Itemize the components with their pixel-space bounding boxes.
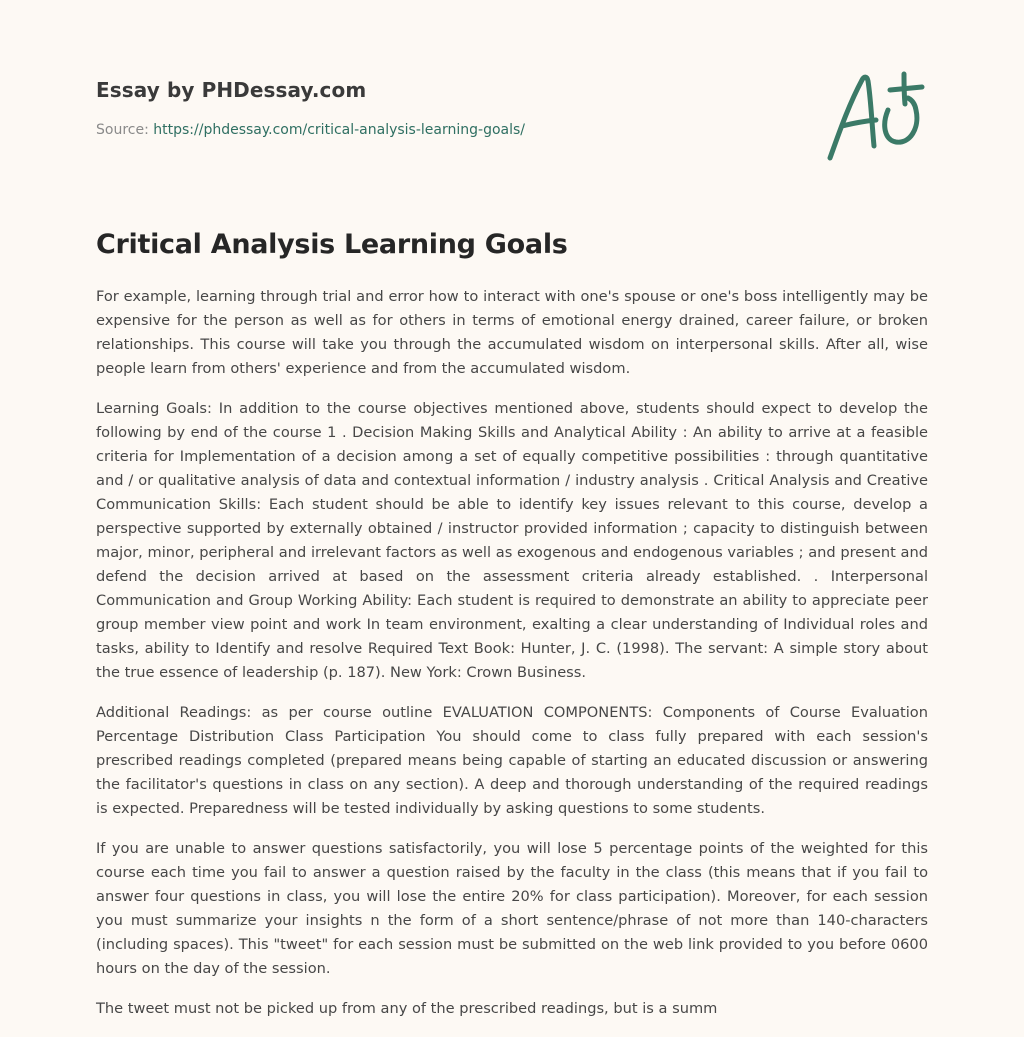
a-plus-logo-icon [818,66,930,166]
paragraph: For example, learning through trial and error how to interact with one's spouse or one's boss intelligently may be expensive for the person as well as for others in terms of emotional energy drained, career failure, or broken relationships. This course will take you through the accumulated wisdom on interpersonal skills. After all, wise people learn from others' experience and from the accumulated wisdom. [96,288,928,377]
paragraph: If you are unable to answer questions satisfactorily, you will lose 5 percentage points of the weighted for this course each time you fail to answer a question raised by the faculty in the class (this means that if you fail to answer four questions in class, you will lose the entire 20% for class participation). Moreover, for each session you must summarize your insights n the form of a short sentence/phrase of not more than 140-characters (including spaces). This "tweet" for each session must be submitted on the web link provided to you before 0600 hours on the day of the session. [96,840,928,977]
essay-body [96,285,928,1037]
source-label: Source: [96,122,149,138]
paragraph: Learning Goals: In addition to the course objectives mentioned above, students should expect to develop the following by end of the course 1 . Decision Making Skills and Analytical Ability : An ability to arrive at a feasible criteria for Implementation of a decision among a set of equally competitive possibilities : through quantitative and / or qualitative analysis of data and contextual information / industry analysis . Critical Analysis and Creative Communication Skills: Each student should be able to identify key issues relevant to this course, develop a perspective supported by externally obtained / instructor provided information ; capacity to distinguish between major, minor, peripheral and irrelevant factors as well as exogenous and endogenous variables ; and present and defend the decision arrived at based on the assessment criteria already established. . Interpersonal Communication and Group Working Ability: Each student is required to demonstrate an ability to appreciate peer group member view point and work In team environment, exalting a clear understanding of Individual roles and tasks, ability to Identify and resolve Required Text Book: Hunter, J. C. (1998). The servant: A simple story about the true essence of leadership (p. 187). New York: Crown Business. [96,400,928,681]
source-link[interactable]: https://phdessay.com/critical-analysis-learning-goals/ [153,122,526,138]
source-line [96,120,696,140]
paragraph: Additional Readings: as per course outline EVALUATION COMPONENTS: Components of Course Evaluation Percentage Distribution Class Participation You should come to class fully prepared with each session's prescribed readings completed (prepared means being capable of starting an educated discussion or answering the facilitator's questions in class on any section). A deep and thorough understanding of the required readings is expected. Preparedness will be tested individually by asking questions to some students. [96,704,928,817]
essay-title: Critical Analysis Learning Goals [96,229,568,260]
essay-header [96,76,696,140]
paragraph-truncated: The tweet must not be picked up from any of the prescribed readings, but is a summ [96,1000,718,1017]
site-brand: Essay by PHDessay.com [96,78,367,102]
